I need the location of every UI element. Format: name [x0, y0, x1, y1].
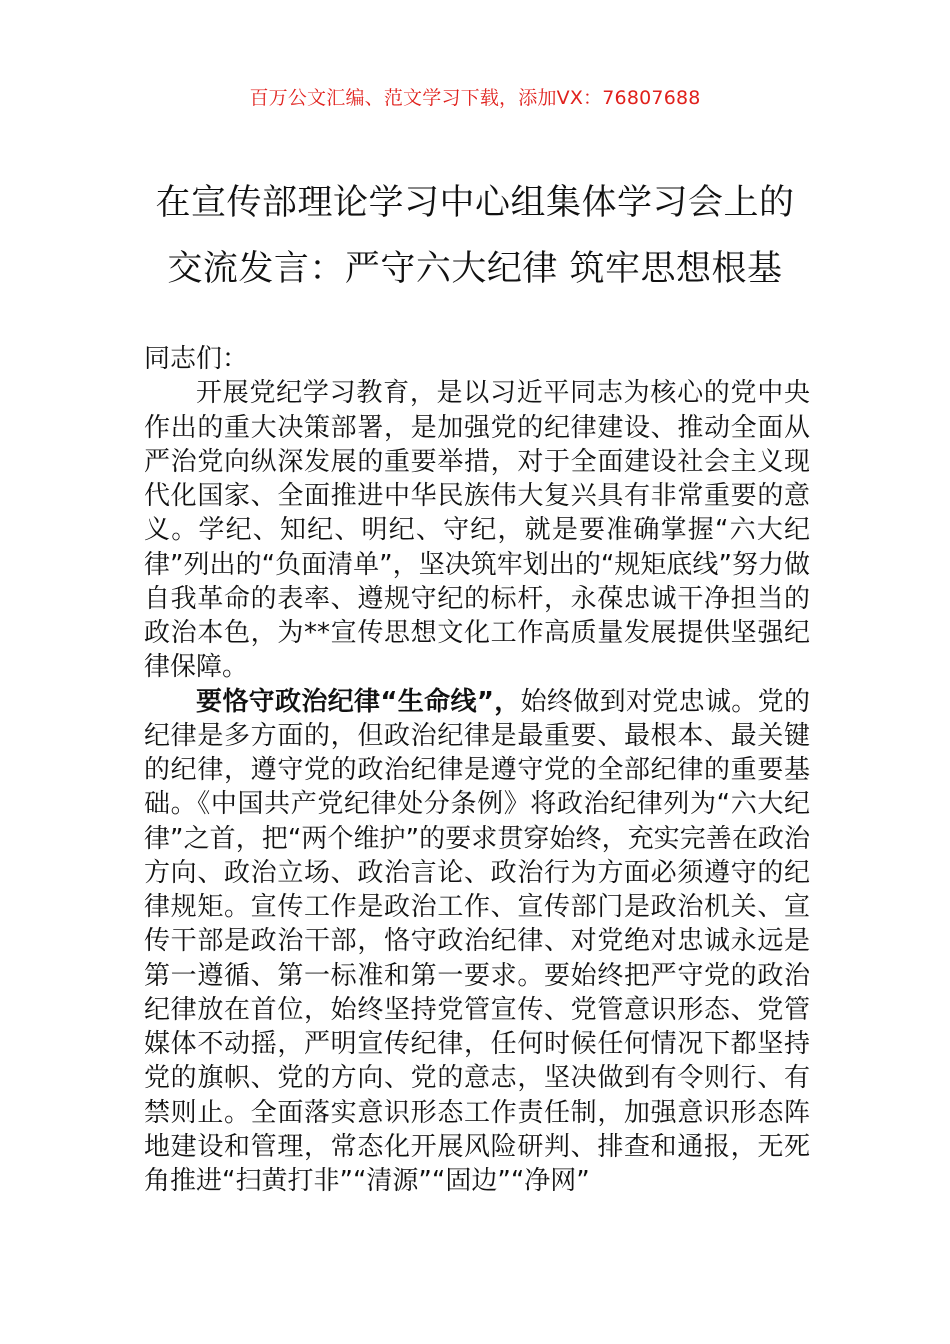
salutation: 同志们： — [144, 344, 249, 374]
paragraph-2-lead: 要恪守政治纪律“生命线”， — [196, 686, 521, 717]
header-watermark-note: 百万公文汇编、范文学习下载，添加VX：76807688 — [249, 87, 701, 109]
paragraph-2 — [144, 685, 810, 1199]
title-line-1: 在宣传部理论学习中心组集体学习会上的 — [155, 183, 795, 223]
document-body — [144, 342, 810, 1198]
paragraph-1: 开展党纪学习教育，是以习近平同志为核心的党中央作出的重大决策部署，是加强党的纪律建设、推动全面从严治党向纵深发展的重要举措，对于全面建设社会主义现代化国家、全面推进中华民族伟大复兴具有非常重要的意义。学纪、知纪、明纪、守纪，就是要准确掌握“六大纪律”列出的“负面清单”，坚决筑牢划出的“规矩底线”努力做自我革命的表率、遵规守纪的标杆，永葆忠诚干净担当的政治本色，为**宣传思想文化工作高质量发展提供坚强纪律保障。 — [144, 378, 810, 683]
document-title — [120, 170, 830, 302]
paragraph-2-text: 始终做到对党忠诚。党的纪律是多方面的，但政治纪律是最重要、最根本、最关键的纪律，遵守党的政治纪律是遵守党的全部纪律的重要基础。《中国共产党纪律处分条例》将政治纪律列为“六大纪律”之首，把“两个维护”的要求贯穿始终，充实完善在政治方向、政治立场、政治言论、政治行为方面必须遵守的纪律规矩。宣传工作是政治工作、宣传部门是政治机关、宣传干部是政治干部，恪守政治纪律、对党绝对忠诚永远是第一遵循、第一标准和第一要求。要始终把严守党的政治纪律放在首位，始终坚持党管宣传、党管意识形态、党管媒体不动摇，严明宣传纪律，任何时候任何情况下都坚持党的旗帜、党的方向、党的意志，坚决做到有令则行、有禁则止。全面落实意识形态工作责任制，加强意识形态阵地建设和管理，常态化开展风险研判、排查和通报，无死角推进“扫黄打非”“清源”“固边”“净网” — [144, 686, 810, 1196]
title-line-2: 交流发言：严守六大纪律 筑牢思想根基 — [167, 249, 783, 289]
